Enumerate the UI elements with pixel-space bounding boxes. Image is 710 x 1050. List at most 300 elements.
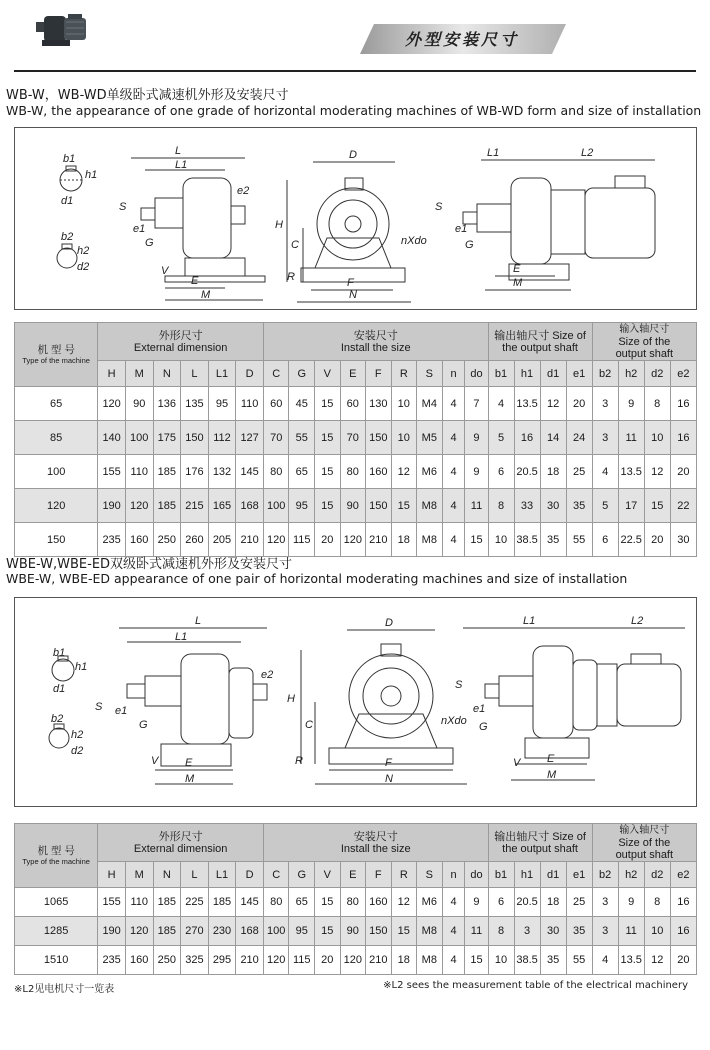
- spec-table-1: [14, 322, 697, 557]
- label-E-motor: E: [513, 263, 521, 275]
- label2-e1: e1: [115, 705, 128, 717]
- table-cell: 7: [465, 387, 488, 421]
- column-header-do: do: [465, 361, 488, 387]
- table-cell: 15: [465, 946, 488, 975]
- table-cell: 3: [592, 421, 618, 455]
- table-cell: 15: [314, 888, 340, 917]
- table-cell: 80: [340, 455, 366, 489]
- table-cell: 145: [236, 455, 264, 489]
- label2-d2: d2: [71, 745, 84, 757]
- model-header-2: 机 型 号 Type of the machine: [15, 824, 98, 888]
- table-cell: 11: [618, 917, 644, 946]
- table-cell: 22: [670, 489, 696, 523]
- external-dimension-header-2: 外形尺寸 External dimension: [98, 824, 264, 862]
- column-header-v: V: [314, 862, 340, 888]
- table-cell: 160: [125, 946, 153, 975]
- spec-table-2: [14, 823, 697, 975]
- table-cell: 13.5: [618, 455, 644, 489]
- column-header-e: E: [340, 361, 366, 387]
- table-cell: 3: [592, 888, 618, 917]
- table-cell: 4: [442, 421, 465, 455]
- table-cell: 185: [153, 888, 181, 917]
- label2-S-motor: S: [455, 679, 463, 691]
- table-cell: 24: [566, 421, 592, 455]
- table-cell: 168: [236, 917, 264, 946]
- label2-R: R: [295, 755, 303, 767]
- table-cell: 110: [125, 888, 153, 917]
- table-cell: 150: [366, 489, 392, 523]
- table-cell: 120: [125, 489, 153, 523]
- table-cell: 10: [644, 421, 670, 455]
- table-cell: M8: [417, 523, 443, 557]
- column-header-d: D: [236, 361, 264, 387]
- table-cell: 10: [644, 917, 670, 946]
- install-size-header: 安装尺寸 Install the size: [263, 323, 488, 361]
- column-header-d: D: [236, 862, 264, 888]
- table-cell: 18: [540, 888, 566, 917]
- reducer-photo-icon: [34, 8, 94, 50]
- table-cell: 4: [442, 455, 465, 489]
- table-row: [15, 455, 697, 489]
- table-cell: 18: [540, 455, 566, 489]
- table-cell: 15: [314, 387, 340, 421]
- label-C: C: [291, 239, 299, 251]
- table-cell: 95: [289, 489, 315, 523]
- model-cell: 100: [15, 455, 98, 489]
- table-cell: 225: [181, 888, 209, 917]
- column-header-d1: d1: [540, 361, 566, 387]
- table-cell: M5: [417, 421, 443, 455]
- label-M: M: [201, 289, 211, 301]
- table-cell: 135: [181, 387, 209, 421]
- table-cell: 175: [153, 421, 181, 455]
- table-cell: 120: [340, 523, 366, 557]
- column-header-f: F: [366, 361, 392, 387]
- table-cell: 130: [366, 387, 392, 421]
- column-header-h2: h2: [618, 361, 644, 387]
- table-cell: 38.5: [514, 946, 540, 975]
- table-cell: 155: [98, 888, 126, 917]
- table-cell: 112: [208, 421, 236, 455]
- table-cell: 13.5: [618, 946, 644, 975]
- column-header-c: C: [263, 361, 289, 387]
- label-b2: b2: [61, 231, 74, 243]
- column-header-b2: b2: [592, 361, 618, 387]
- label2-b2: b2: [51, 713, 64, 725]
- label-G: G: [145, 237, 154, 249]
- column-header-h1: h1: [514, 862, 540, 888]
- table-cell: 4: [442, 888, 465, 917]
- label-G-motor: G: [465, 239, 474, 251]
- label2-G-motor: G: [479, 721, 488, 733]
- table-cell: 30: [670, 523, 696, 557]
- table-cell: 60: [263, 387, 289, 421]
- table-cell: M6: [417, 888, 443, 917]
- column-header-n: n: [442, 862, 465, 888]
- table-cell: 3: [592, 917, 618, 946]
- table-cell: 100: [125, 421, 153, 455]
- table-row: [15, 888, 697, 917]
- label2-M-motor: M: [547, 769, 557, 781]
- table-cell: M8: [417, 917, 443, 946]
- model-cell: 1285: [15, 917, 98, 946]
- label2-D: D: [385, 617, 393, 629]
- table-cell: 110: [125, 455, 153, 489]
- table-cell: 132: [208, 455, 236, 489]
- table-cell: 250: [153, 523, 181, 557]
- column-header-m: M: [125, 361, 153, 387]
- column-header-c: C: [263, 862, 289, 888]
- label2-L2: L2: [631, 615, 644, 627]
- table-cell: 4: [442, 946, 465, 975]
- table-cell: 140: [98, 421, 126, 455]
- table-cell: 150: [181, 421, 209, 455]
- label2-M: M: [185, 773, 195, 785]
- table-cell: 14: [540, 421, 566, 455]
- table-cell: 8: [644, 888, 670, 917]
- table-cell: 65: [289, 455, 315, 489]
- label2-nxdo: nXdo: [441, 715, 467, 727]
- column-header-e1: e1: [566, 361, 592, 387]
- label2-G: G: [139, 719, 148, 731]
- model-cell: 1510: [15, 946, 98, 975]
- footnote-en: ※L2 sees the measurement table of the electrical machinery: [383, 980, 688, 991]
- table-cell: 115: [289, 523, 315, 557]
- column-header-row-2: [15, 862, 697, 888]
- table-cell: 11: [465, 489, 488, 523]
- table-cell: 4: [442, 523, 465, 557]
- column-header-e2: e2: [670, 862, 696, 888]
- table-cell: 35: [540, 523, 566, 557]
- column-header-d2: d2: [644, 361, 670, 387]
- section2-title-cn: WBE-W,WBE-ED双级卧式减速机外形及安装尺寸: [6, 557, 293, 572]
- table-cell: 18: [391, 523, 417, 557]
- table-cell: 18: [391, 946, 417, 975]
- table-cell: 15: [314, 421, 340, 455]
- label-d2: d2: [77, 261, 90, 273]
- table-cell: 4: [592, 455, 618, 489]
- table-cell: 120: [125, 917, 153, 946]
- label-h2: h2: [77, 245, 90, 257]
- column-header-l1: L1: [208, 361, 236, 387]
- table-cell: 215: [181, 489, 209, 523]
- table-cell: 8: [488, 917, 514, 946]
- table-cell: 70: [340, 421, 366, 455]
- label-h1: h1: [85, 169, 98, 181]
- table-cell: 120: [98, 387, 126, 421]
- table-row: [15, 946, 697, 975]
- table-cell: 205: [208, 523, 236, 557]
- table-cell: 120: [263, 946, 289, 975]
- table-cell: 190: [98, 917, 126, 946]
- table-cell: 12: [391, 455, 417, 489]
- table-cell: 35: [540, 946, 566, 975]
- output-shaft-header-2: 输出轴尺寸 Size of the output shaft: [488, 824, 592, 862]
- table-cell: 185: [208, 888, 236, 917]
- table-cell: 100: [263, 917, 289, 946]
- table-cell: 25: [566, 455, 592, 489]
- table-cell: 185: [153, 917, 181, 946]
- table-cell: 12: [644, 946, 670, 975]
- header-divider: [14, 70, 696, 72]
- table-cell: 35: [566, 917, 592, 946]
- column-header-f: F: [366, 862, 392, 888]
- table-cell: 160: [125, 523, 153, 557]
- table-cell: 20: [670, 455, 696, 489]
- table-cell: 9: [618, 387, 644, 421]
- table-cell: 160: [366, 455, 392, 489]
- model-cell: 65: [15, 387, 98, 421]
- table-cell: 60: [340, 387, 366, 421]
- column-header-l1: L1: [208, 862, 236, 888]
- label-b1: b1: [63, 153, 76, 165]
- table-cell: 4: [442, 917, 465, 946]
- label2-e2: e2: [261, 669, 274, 681]
- table-cell: 4: [592, 946, 618, 975]
- page-title: 外型安装尺寸: [404, 30, 519, 49]
- label-e1-motor: e1: [455, 223, 468, 235]
- table-cell: 30: [540, 917, 566, 946]
- table-cell: 80: [263, 455, 289, 489]
- label-E: E: [191, 275, 199, 287]
- table-cell: 8: [644, 387, 670, 421]
- column-header-m: M: [125, 862, 153, 888]
- column-header-e1: e1: [566, 862, 592, 888]
- table-cell: M4: [417, 387, 443, 421]
- label-e1: e1: [133, 223, 146, 235]
- column-header-s: S: [417, 361, 443, 387]
- input-shaft-header: 输入轴尺寸 Size of the output shaft: [592, 323, 696, 361]
- table-cell: 70: [263, 421, 289, 455]
- column-header-l: L: [181, 862, 209, 888]
- table-cell: 35: [566, 489, 592, 523]
- table-cell: 38.5: [514, 523, 540, 557]
- label-L1-motor: L1: [487, 147, 500, 159]
- label2-E: E: [185, 757, 193, 769]
- column-header-h: H: [98, 361, 126, 387]
- table-cell: 110: [236, 387, 264, 421]
- column-header-b2: b2: [592, 862, 618, 888]
- label2-d1: d1: [53, 683, 66, 695]
- table-cell: 22.5: [618, 523, 644, 557]
- table-cell: 10: [488, 523, 514, 557]
- table-cell: 16: [514, 421, 540, 455]
- table-cell: 120: [263, 523, 289, 557]
- table-cell: 20: [566, 387, 592, 421]
- label2-h2: h2: [71, 729, 84, 741]
- table-cell: 90: [340, 917, 366, 946]
- table-cell: 80: [263, 888, 289, 917]
- input-shaft-header-2: 输入轴尺寸 Size of the output shaft: [592, 824, 696, 862]
- section1-drawing: [14, 127, 697, 310]
- table-cell: 6: [488, 455, 514, 489]
- section1-title-cn: WB-W，WB-WD单级卧式减速机外形及安装尺寸: [6, 88, 289, 103]
- footnote-cn: ※L2见电机尺寸一览表: [14, 984, 115, 995]
- table-cell: 145: [236, 888, 264, 917]
- table-cell: 9: [618, 888, 644, 917]
- table-cell: 230: [208, 917, 236, 946]
- page-header: [0, 0, 710, 72]
- table-cell: 10: [391, 387, 417, 421]
- table-cell: 9: [465, 888, 488, 917]
- table-cell: 12: [391, 888, 417, 917]
- label2-V-motor: V: [513, 757, 521, 769]
- table-cell: 210: [236, 523, 264, 557]
- table-cell: 95: [208, 387, 236, 421]
- model-cell: 150: [15, 523, 98, 557]
- table-cell: 20: [644, 523, 670, 557]
- table-cell: 260: [181, 523, 209, 557]
- label2-e1-motor: e1: [473, 703, 486, 715]
- table-cell: 6: [488, 888, 514, 917]
- table-cell: 136: [153, 387, 181, 421]
- label-R: R: [287, 271, 295, 283]
- table-row: [15, 523, 697, 557]
- table-cell: M6: [417, 455, 443, 489]
- table-cell: 160: [366, 888, 392, 917]
- table-cell: 185: [153, 455, 181, 489]
- table-cell: 210: [366, 523, 392, 557]
- table-cell: 325: [181, 946, 209, 975]
- label2-F: F: [385, 757, 392, 769]
- table-cell: 16: [670, 888, 696, 917]
- column-header-d2: d2: [644, 862, 670, 888]
- label-S: S: [119, 201, 127, 213]
- table-cell: 210: [366, 946, 392, 975]
- table-cell: 12: [540, 387, 566, 421]
- column-header-e2: e2: [670, 361, 696, 387]
- table-cell: 16: [670, 387, 696, 421]
- section1-technical-drawing: [15, 128, 696, 309]
- install-size-header-2: 安装尺寸 Install the size: [263, 824, 488, 862]
- table-cell: 55: [566, 946, 592, 975]
- column-header-l: L: [181, 361, 209, 387]
- table-row: [15, 489, 697, 523]
- table-cell: 3: [514, 917, 540, 946]
- table-cell: 65: [289, 888, 315, 917]
- column-header-b1: b1: [488, 862, 514, 888]
- table-cell: 4: [488, 387, 514, 421]
- label-D: D: [349, 149, 357, 161]
- table-cell: 15: [314, 917, 340, 946]
- table-cell: 4: [442, 387, 465, 421]
- table2-body: [15, 888, 697, 975]
- table-cell: 150: [366, 917, 392, 946]
- table-cell: 4: [442, 489, 465, 523]
- table-cell: 127: [236, 421, 264, 455]
- section2-drawing: [14, 597, 697, 807]
- table-row: [15, 387, 697, 421]
- column-header-s: S: [417, 862, 443, 888]
- label2-C: C: [305, 719, 313, 731]
- label-e2: e2: [237, 185, 250, 197]
- table-cell: M8: [417, 946, 443, 975]
- table-cell: 12: [644, 455, 670, 489]
- table-cell: 20: [670, 946, 696, 975]
- table-cell: 210: [236, 946, 264, 975]
- table-cell: 6: [592, 523, 618, 557]
- label-N: N: [349, 289, 357, 301]
- table-cell: 20.5: [514, 888, 540, 917]
- label2-b1: b1: [53, 647, 66, 659]
- model-cell: 85: [15, 421, 98, 455]
- table-cell: 20: [314, 946, 340, 975]
- table-cell: 55: [566, 523, 592, 557]
- table-cell: 100: [263, 489, 289, 523]
- column-header-g: G: [289, 361, 315, 387]
- column-header-r: R: [391, 862, 417, 888]
- table-cell: 235: [98, 523, 126, 557]
- table-cell: 9: [465, 421, 488, 455]
- column-header-h1: h1: [514, 361, 540, 387]
- label2-S: S: [95, 701, 103, 713]
- model-cell: 120: [15, 489, 98, 523]
- column-header-g: G: [289, 862, 315, 888]
- label-L1: L1: [175, 159, 188, 171]
- table-cell: 15: [314, 489, 340, 523]
- column-header-b1: b1: [488, 361, 514, 387]
- label-S-motor: S: [435, 201, 443, 213]
- table-cell: 33: [514, 489, 540, 523]
- table-cell: 11: [465, 917, 488, 946]
- table-cell: 295: [208, 946, 236, 975]
- table-cell: 30: [540, 489, 566, 523]
- table-cell: 155: [98, 455, 126, 489]
- table-cell: 250: [153, 946, 181, 975]
- table-cell: 5: [488, 421, 514, 455]
- column-header-h: H: [98, 862, 126, 888]
- label2-L: L: [195, 615, 202, 627]
- label2-V: V: [151, 755, 159, 767]
- section2-technical-drawing: [15, 598, 696, 806]
- table-cell: 25: [566, 888, 592, 917]
- table-cell: 15: [314, 455, 340, 489]
- column-header-d1: d1: [540, 862, 566, 888]
- label-H: H: [275, 219, 283, 231]
- table-cell: 270: [181, 917, 209, 946]
- column-header-h2: h2: [618, 862, 644, 888]
- column-header-do: do: [465, 862, 488, 888]
- label2-h1: h1: [75, 661, 88, 673]
- label2-E-motor: E: [547, 753, 555, 765]
- table-cell: 80: [340, 888, 366, 917]
- column-header-r: R: [391, 361, 417, 387]
- table-cell: 10: [488, 946, 514, 975]
- table1-body: [15, 387, 697, 557]
- column-header-n: N: [153, 361, 181, 387]
- table-cell: 95: [289, 917, 315, 946]
- table-cell: 15: [644, 489, 670, 523]
- label-L2: L2: [581, 147, 594, 159]
- table-cell: 8: [488, 489, 514, 523]
- table-cell: 15: [465, 523, 488, 557]
- table-cell: 20.5: [514, 455, 540, 489]
- section1-title-en: WB-W, the appearance of one grade of horizontal moderating machines of WB-WD form and size of installation: [6, 103, 702, 118]
- table-cell: 5: [592, 489, 618, 523]
- label-L: L: [175, 145, 182, 157]
- table-cell: 13.5: [514, 387, 540, 421]
- model-cell: 1065: [15, 888, 98, 917]
- label-F: F: [347, 277, 354, 289]
- table-cell: 185: [153, 489, 181, 523]
- table-cell: 11: [618, 421, 644, 455]
- table-cell: 15: [391, 489, 417, 523]
- label2-L1: L1: [175, 631, 188, 643]
- label-d1: d1: [61, 195, 74, 207]
- model-header: 机 型 号 Type of the machine: [15, 323, 98, 387]
- table-cell: 16: [670, 421, 696, 455]
- label2-H: H: [287, 693, 295, 705]
